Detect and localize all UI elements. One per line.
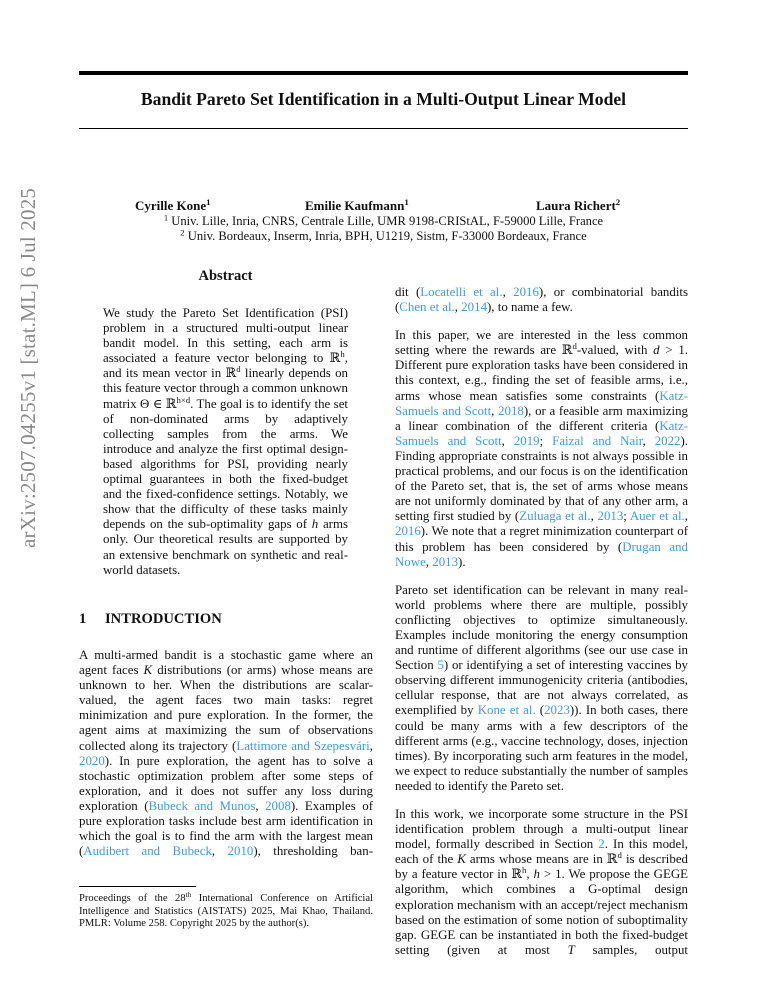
citation-link[interactable]: Drugan and Nowe xyxy=(395,539,688,569)
math-symbol: K xyxy=(143,663,153,678)
footnote-rule xyxy=(79,886,196,887)
author xyxy=(536,198,620,214)
citation-link[interactable]: Bubeck and Munos xyxy=(148,798,256,813)
paragraph xyxy=(395,285,688,315)
citation-link[interactable]: 5 xyxy=(437,658,444,673)
text-run: Proceedings of the 28 xyxy=(79,893,186,904)
citation-link[interactable]: 2018 xyxy=(498,403,524,418)
citation-link[interactable]: 2016 xyxy=(513,285,539,299)
section-title: INTRODUCTION xyxy=(105,611,222,627)
citation-link[interactable]: Katz-Samuels and Scott xyxy=(395,418,688,448)
title-rule-bottom xyxy=(79,128,688,129)
citation-link[interactable]: Chen et al. xyxy=(399,300,455,315)
author xyxy=(135,198,211,214)
text-run: , xyxy=(526,867,534,882)
text-run: linearly depends on this feature vector through a common unknown matrix Θ ∈ ℝ xyxy=(103,366,348,411)
text-run: ; xyxy=(623,509,630,524)
citation-link[interactable]: 2022 xyxy=(654,433,681,448)
text-run: , and its mean vector in ℝ xyxy=(103,351,348,381)
author-list xyxy=(135,197,630,214)
author-affiliation-mark: 1 xyxy=(206,197,211,208)
text-run: ), or combinatorial bandits ( xyxy=(395,285,688,315)
text-run: . The goal is to identify the set of non-dominated arms by adaptively collecting samples from the arms. We introduce and analyze the first optimal design-based algorithms for PSI, providing nearly optimal guarantees in both the fixed-budget and the fixed-confidence settings. Notably, we show that the difficulty of these tasks mainly depends on the sub-optimality gaps of xyxy=(103,396,348,532)
citation-link[interactable]: 2023 xyxy=(544,703,570,718)
paragraph xyxy=(395,583,688,794)
citation-link[interactable]: Kone et al. xyxy=(477,703,536,718)
citation-link[interactable]: 2020 xyxy=(79,753,105,768)
text-run: ). xyxy=(458,554,466,569)
citation-link[interactable]: Katz-Samuels and Scott xyxy=(395,388,688,418)
text-run: In this work, we incorporate some structure in the PSI identification problem through a multi-output linear model, formally described in Section xyxy=(395,807,688,852)
author xyxy=(305,198,409,214)
citation-link[interactable]: 2 xyxy=(598,837,605,852)
math-symbol: T xyxy=(567,942,575,957)
affiliation-number: 2 xyxy=(180,227,185,238)
text-run: , xyxy=(642,433,655,448)
text-run: , xyxy=(502,285,514,299)
text-run: , xyxy=(590,509,598,524)
text-run: Pareto set identification can be relevant in many real-world problems where there are multiple, possibly conflicting objectives to optimize simultaneously. Examples include monitoring the energy consumption and runtime of different algorithms (see our use case in Section xyxy=(395,582,688,673)
text-run: , xyxy=(501,433,514,448)
section-number: 1 xyxy=(79,611,87,627)
citation-link[interactable]: 2008 xyxy=(265,798,291,813)
affiliation xyxy=(79,229,688,244)
text-run: is described by a feature vector in ℝ xyxy=(395,852,689,882)
text-run: )). In both cases, there could be many arms with a few descriptors of the different arms (e.g., vaccine technology, doses, injection times). By incorporating such arm features in the model, we expect to reduce substantially the number of samples needed to identify the Pareto set. xyxy=(395,703,689,793)
text-run: arms whose means are in ℝ xyxy=(465,852,618,867)
superscript: h×d xyxy=(176,394,191,405)
citation-link[interactable]: 2013 xyxy=(432,554,459,569)
text-run: distributions (or arms) whose means are unknown to her. When the distributions are scalar-valued, the agent faces two main tasks: regret minimization and pure exploration. In the former, the agent aims at maximizing the sum of observations collected along its trajectory ( xyxy=(79,663,373,753)
citation-link[interactable]: 2010 xyxy=(227,844,254,859)
superscript: th xyxy=(185,891,192,900)
citation-link[interactable]: 2019 xyxy=(513,433,540,448)
text-run: ). Examples of pure exploration tasks include best arm identification in which the goal is to find the arm with the largest mean ( xyxy=(79,798,374,859)
text-run: -valued, with xyxy=(576,343,654,358)
text-run: International Conference on Artificial Intelligence and Statistics (AISTATS) 2025, Mai Khao, Thailand. PMLR: Volume 258. Copyright 2025 by the author(s). xyxy=(79,893,373,930)
superscript: d xyxy=(236,364,241,375)
affiliation-text: Univ. Lille, Inria, CNRS, Centrale Lille, UMR 9198-CRIStAL, F-59000 Lille, France xyxy=(171,214,604,228)
superscript: h xyxy=(521,865,527,876)
math-symbol: h xyxy=(311,517,319,532)
superscript: d xyxy=(572,341,577,352)
paper-title: Bandit Pareto Set Identification in a Multi-Output Linear Model xyxy=(140,89,627,109)
citation-link[interactable]: Locatelli et al. xyxy=(420,285,503,299)
text-run: , xyxy=(255,798,266,813)
citation-link[interactable]: 2013 xyxy=(597,509,624,524)
section-heading xyxy=(79,611,222,628)
text-run: , xyxy=(369,738,373,753)
text-run: , xyxy=(454,300,462,315)
arxiv-identifier-stamp: arXiv:2507.04255v1 [stat.ML] 6 Jul 2025 xyxy=(16,187,40,548)
text-run: In this paper, we are interested in the less common setting where the rewards are ℝ xyxy=(395,328,688,358)
text-run: . In this model, each of the xyxy=(395,837,689,867)
text-run: , xyxy=(491,403,499,418)
math-symbol: h xyxy=(533,867,540,882)
text-run: , xyxy=(425,554,433,569)
title-rule-top xyxy=(79,71,688,75)
affiliation-text: Univ. Bordeaux, Inserm, Inria, BPH, U1219, Sistm, F-33000 Bordeaux, France xyxy=(187,229,587,243)
text-run: > 1. Different pure exploration tasks have been considered in this context, e.g., finding the set of feasible arms, i.e., arms whose mean satisfies some constraints ( xyxy=(395,343,688,403)
author-name: Emilie Kaufmann xyxy=(305,198,405,213)
paragraph xyxy=(79,648,373,859)
paragraph xyxy=(103,306,348,578)
citation-link[interactable]: Faizal and Nair xyxy=(552,433,643,448)
text-run: ). In pure exploration, the agent has to solve a stochastic optimization problem after some steps of exploration, and it does not suffer any loss during exploration ( xyxy=(79,753,373,813)
superscript: h xyxy=(340,349,345,360)
affiliation-number: 1 xyxy=(163,212,169,223)
citation-link[interactable]: Audibert and Bubeck xyxy=(83,844,212,859)
footnote xyxy=(79,893,373,931)
abstract-heading: Abstract xyxy=(198,268,253,284)
author-affiliation-mark: 2 xyxy=(615,197,621,208)
paragraph xyxy=(395,328,688,570)
text-run: ). Finding appropriate constraints is not always possible in practical problems, and our focus is on the identification of the Pareto set, that is, the set of arms whose means are not uniformly dominated by that of any other arm, a setting first studied by ( xyxy=(395,433,688,524)
author-name: Laura Richert xyxy=(536,198,616,213)
text-run: , xyxy=(684,509,689,524)
text-run: , xyxy=(211,844,228,859)
math-symbol: d xyxy=(653,343,660,358)
text-run: ), thresholding ban- xyxy=(253,844,373,859)
citation-link[interactable]: 2014 xyxy=(461,300,488,315)
citation-link[interactable]: Lattimore and Szepesvári xyxy=(236,738,370,753)
text-run: ), to name a few. xyxy=(487,300,573,315)
abstract-body xyxy=(103,306,348,591)
author-affiliation-mark: 1 xyxy=(404,197,409,208)
text-run: ), or a feasible arm maximizing a linear combination of the different criteria ( xyxy=(395,403,688,433)
citation-link[interactable]: 2016 xyxy=(395,524,421,539)
superscript: d xyxy=(617,850,622,861)
left-column-body xyxy=(79,648,373,872)
right-column-body xyxy=(395,285,688,971)
text-run: > 1. We propose the GEGE algorithm, which combines a G-optimal design exploration mechanism with an accept/reject mechanism based on the estimation of some notion of suboptimality gap. GEGE can be instantiated in both the fixed-budget setting (given at most xyxy=(395,867,689,957)
text-run: A multi-armed bandit is a stochastic game where an agent faces xyxy=(79,648,373,678)
citation-link[interactable]: Zuluaga et al. xyxy=(519,509,591,524)
text-run: dit ( xyxy=(395,285,421,299)
text-run: samples, output xyxy=(574,942,688,957)
affiliation xyxy=(79,214,688,229)
text-run: ; xyxy=(539,433,553,448)
math-symbol: K xyxy=(457,852,466,867)
author-name: Cyrille Kone xyxy=(135,198,207,213)
text-run: ( xyxy=(535,703,545,718)
text-run: ). We note that a regret minimization counterpart of this problem has been considered by ( xyxy=(395,524,688,554)
text-run: ) or identifying a set of interesting vaccines by observing different immunogenicity criteria (antibodies, cellular response, that are not always correlated, as exemplified by xyxy=(395,658,689,718)
text-run: We study the Pareto Set Identification (PSI) problem in a structured multi-output linear bandit model. In this setting, each arm is associated a feature vector belonging to ℝ xyxy=(103,306,348,366)
paragraph xyxy=(395,807,688,958)
text-run: arms only. Our theoretical results are supported by an extensive benchmark on synthetic and real-world datasets. xyxy=(103,517,348,577)
citation-link[interactable]: Auer et al. xyxy=(629,509,685,524)
